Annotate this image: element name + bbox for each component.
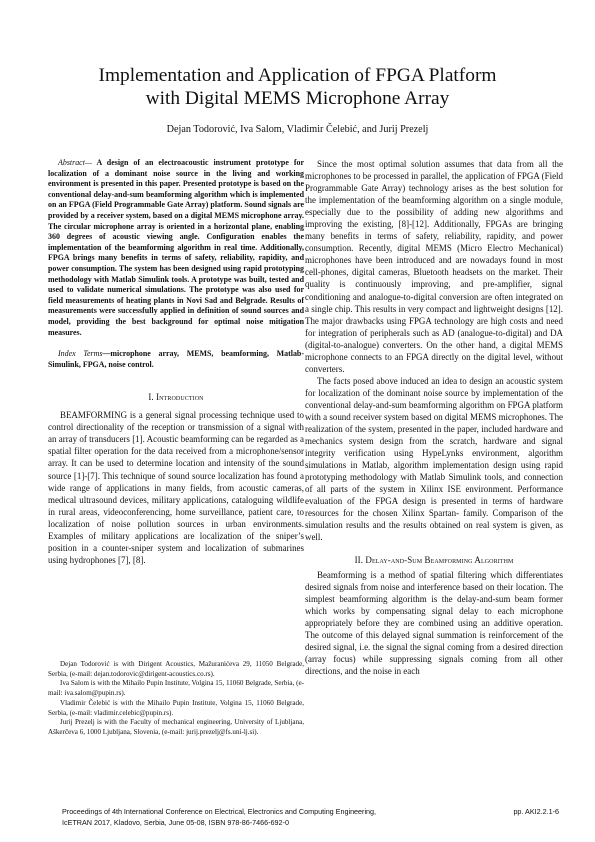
left-column [48,158,304,566]
author-footnotes [48,660,304,738]
footnote-todorovic: Dejan Todorović is with Dirigent Acoustics, Mažuranićeva 29, 11050 Belgrade, Serbia, (e-mail: dejan.todorovic@dirigent-acoustics.co.rs). [48,660,304,678]
title-line-2: with Digital MEMS Microphone Array [145,88,450,109]
footer-line-2: IcETRAN 2017, Kladovo, Serbia, June 05-08, ISBN 978-86-7466-692-0 [62,818,289,827]
index-terms-lead: Index Terms [58,349,103,359]
paper-title [40,64,555,110]
footnote-prezelj: Jurij Prezelj is with the Faculty of mechanical engineering, University of Ljubljana, Aškerčeva 6, 1000 Ljubljana, Slovenia, (e-mail: jurij.prezelj@fs.uni-lj.si). [48,718,304,736]
paragraph-beamforming-method: Beamforming is a method of spatial filtering which differentiates desired signals from noise and interference based on their location. The simplest beamforming algorithm is the delay-and-sum beam former which works by compensating signal delay to each microphone appropriately before they are combined using an additive operation. The outcome of this delayed signal summation is reinforcement of the desired signal, i.e. the signal the signal coming from a desired direction (array focus) while suppressing signals coming from all other directions, and the noise in each [305,569,563,676]
abstract-text: A design of an electroacoustic instrument prototype for localization of a dominant noise source in the living and working environment is presented in this paper. Presented prototype is based on the conventional delay-and-sum beamforming algorithm which is implemented on an FPGA (Field Programmable Gate Array) platform. Sound signals are provided by a receiver system, based on a digital MEMS microphone array. The circular microphone array is oriented in a horizontal plane, enabling 360 degrees of acoustic viewing angle. Configuration enables the implementation of the beamforming algorithm in real time. Additionally, FPGA brings many benefits in terms of safety, reliability, rapidity, and power consumption. The system has been designed using rapid prototyping methodology with Matlab Simulink tools. A prototype was built, tested and used to validate numerical simulations. The prototype was also used for field measurements of heating plants in Novi Sad and Belgrade. Results of measurements were successfully applied in definition of sound sources and model, providing the best background for optimal noise mitigation measures. [48,158,304,337]
abstract-lead: Abstract— [58,158,92,167]
page-number: pp. AKI2.2.1-6 [513,807,559,816]
abstract [48,158,304,338]
paragraph-system-overview: The facts posed above induced an idea to design an acoustic system for localization of the dominant noise source by implementation of the conventional delay-and-sum beamforming algorithm on FPGA platform with a sound receiver system based on digital MEMS microphones. The realization of the system, presented in the paper, included hardware and mechanics system design from the scratch, hardware and signal integrity verification using HypeLynks environment, algorithm simulations in Matlab, algorithm implementation design using rapid prototyping methodology with Matlab Simulink tools, and connection of all parts of the system in Xilinx ISE environment. Performance evaluation of the FPGA design is presented in terms of hardware resources for the chosen Xilinx Spartan- family. Comparison of the simulation results and the results obtained on real system is given, as well. [305,375,563,543]
right-column [305,158,563,677]
section-heading-delay-and-sum: II. Delay-and-Sum Beamforming Algorithm [354,554,514,565]
intro-paragraph: BEAMFORMING is a general signal processing technique used to control directionality of the reception or transmission of a signal with an array of transducers [1]. Acoustic beamforming can be regarded as a spatial filter operation for the data received from a microphone/sensor array. It can be used to determine location and intensity of the sound source [1]-[7]. This technique of sound source localization has found a wide range of applications in many fields, from acoustic cameras, medical ultrasound devices, military applications, cataloguing wildlife in rural areas, videoconferencing, home surveillance, patient care, to localization of noise pollution sources in urban environments. Examples of military applications are localization of the sniper’s position in a counter-sniper system and localization of submarines using hydrophones [7], [8]. [48,410,304,565]
index-terms-text: —microphone array, MEMS, beamforming, Matlab-Simulink, FPGA, noise control. [48,349,304,369]
footer-line-1: Proceedings of 4th International Conference on Electrical, Electronics and Computing Engineering, [62,807,377,816]
author-list: Dejan Todorović, Iva Salom, Vladimir Čelebić, and Jurij Prezelj [166,124,429,135]
proceedings-footer [62,806,422,828]
title-line-1: Implementation and Application of FPGA Platform [98,65,497,86]
paragraph-fpga-motivation: Since the most optimal solution assumes that data from all the microphones to be processed in parallel, the application of FPGA (Field Programmable Gate Array) technology arises as the best solution for the implementation of the beamforming algorithm on a single module, especially due to the possibility of adding new algorithms and improving the existing, [8]-[12]. Additionally, FPGAs are bringing many benefits in terms of safety, reliability, rapidity, and power consumption. Recently, digital MEMS (Micro Electro Mechanical) microphones have been introduced and are nowadays found in most cell-phones, digital cameras, Bluetooth headsets on the market. Their quality is continuously improving, and pre-amplifier, signal conditioning and analogue-to-digital conversion are often integrated on a single chip. This results in very compact and lightweight designs [12]. The major drawbacks using FPGA technology are high costs and need for integration of peripherals such as AD (analogue-to-digital) and DA (digital-to-analogue) converters. On the other hand, a digital MEMS microphone connects to an FPGA directly on the digital level, without converters. [305,159,563,374]
section-heading-introduction: I. Introduction [148,392,204,403]
footnote-celebic: Vladimir Čelebić is with the Mihailo Pupin Institute, Volgina 15, 11060 Belgrade, Serbia, (e-mail: vladimir.celebic@pupin.rs). [48,698,304,717]
footnote-salom: Iva Salom is with the Mihailo Pupin Institute, Volgina 15, 11060 Belgrade, Serbia, (e-mail: iva.salom@pupin.rs). [48,679,304,698]
index-terms [48,349,304,370]
